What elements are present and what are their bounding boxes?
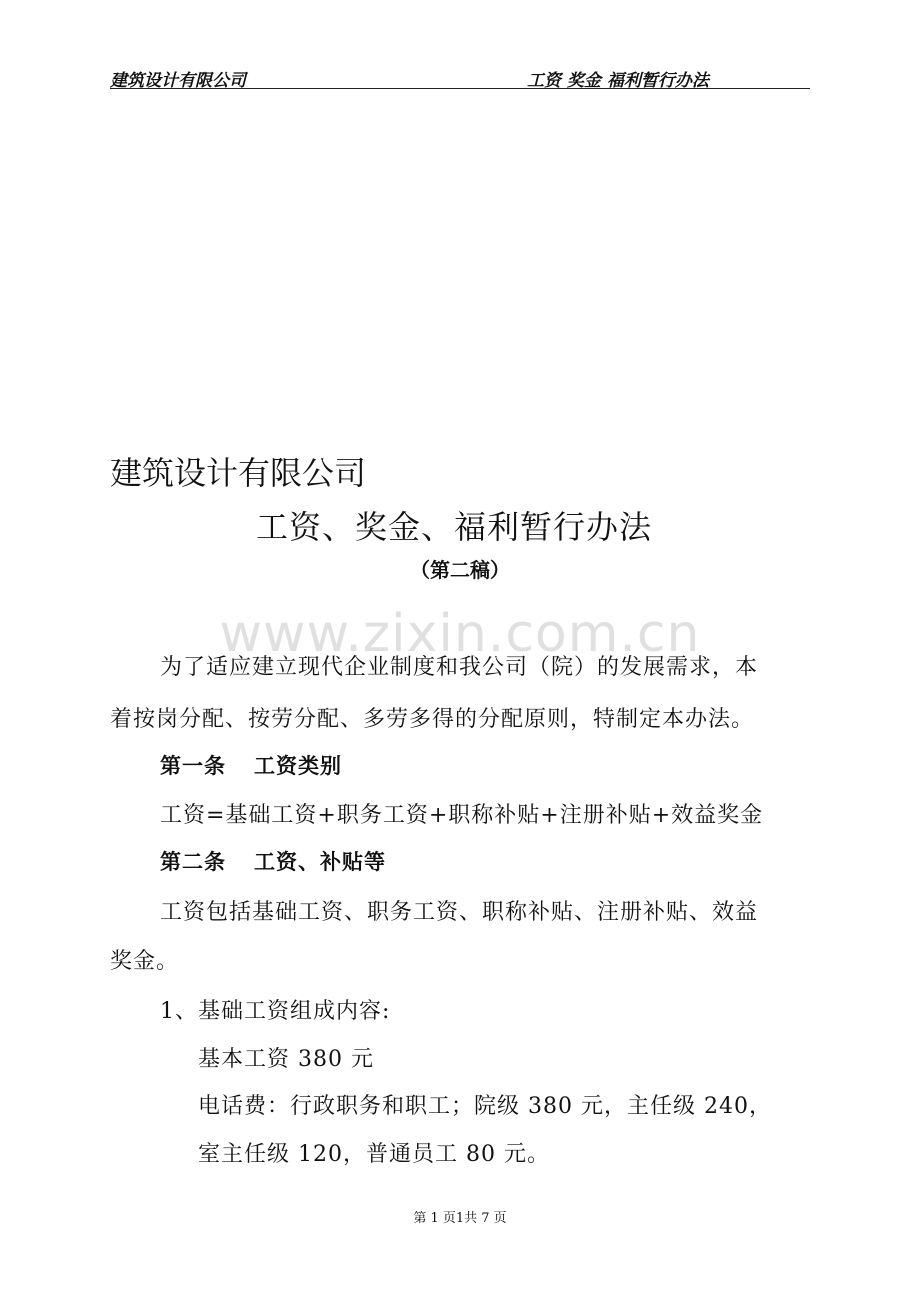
site-watermark: www.zixin.com.cn [219, 604, 701, 664]
article-1-heading [160, 750, 342, 780]
phone-allowance-line-2: 室主任级 120，普通员工 80 元。 [198, 1142, 550, 1167]
article-2-heading [160, 846, 386, 876]
phone-allowance-line-1: 电话费：行政职务和职工；院级 380 元，主任级 240， [198, 1094, 772, 1119]
wage-components-line-2: 奖金。 [110, 949, 180, 974]
page-number-footer: 第 1 页1共 7 页 [413, 1211, 507, 1226]
document-company-name: 建筑设计有限公司 [110, 454, 367, 492]
intro-paragraph-line-2: 着按岗分配、按劳分配、多劳多得的分配原则，特制定本办法。 [110, 707, 755, 732]
running-header-title: 工资 奖金 福利暂行办法 [527, 71, 709, 91]
article-1-number: 第一条 [160, 754, 226, 778]
item-1-heading: 1、基础工资组成内容: [160, 999, 391, 1024]
running-header-company: 建筑设计有限公司 [110, 71, 246, 91]
document-title: 工资、奖金、福利暂行办法 [256, 508, 653, 546]
document-draft-label: （第二稿） [410, 558, 510, 582]
intro-paragraph-line-1: 为了适应建立现代企业制度和我公司（院）的发展需求，本 [160, 655, 759, 680]
article-2-title: 工资、补贴等 [254, 850, 386, 874]
wage-components-line-1: 工资包括基础工资、职务工资、职称补贴、注册补贴、效益 [160, 900, 759, 925]
header-divider [110, 88, 810, 89]
article-1-title: 工资类别 [254, 754, 342, 778]
article-2-number: 第二条 [160, 850, 226, 874]
wage-formula: 工资=基础工资+职务工资+职称补贴+注册补贴+效益奖金 [160, 803, 764, 828]
basic-wage-line: 基本工资 380 元 [198, 1047, 374, 1072]
